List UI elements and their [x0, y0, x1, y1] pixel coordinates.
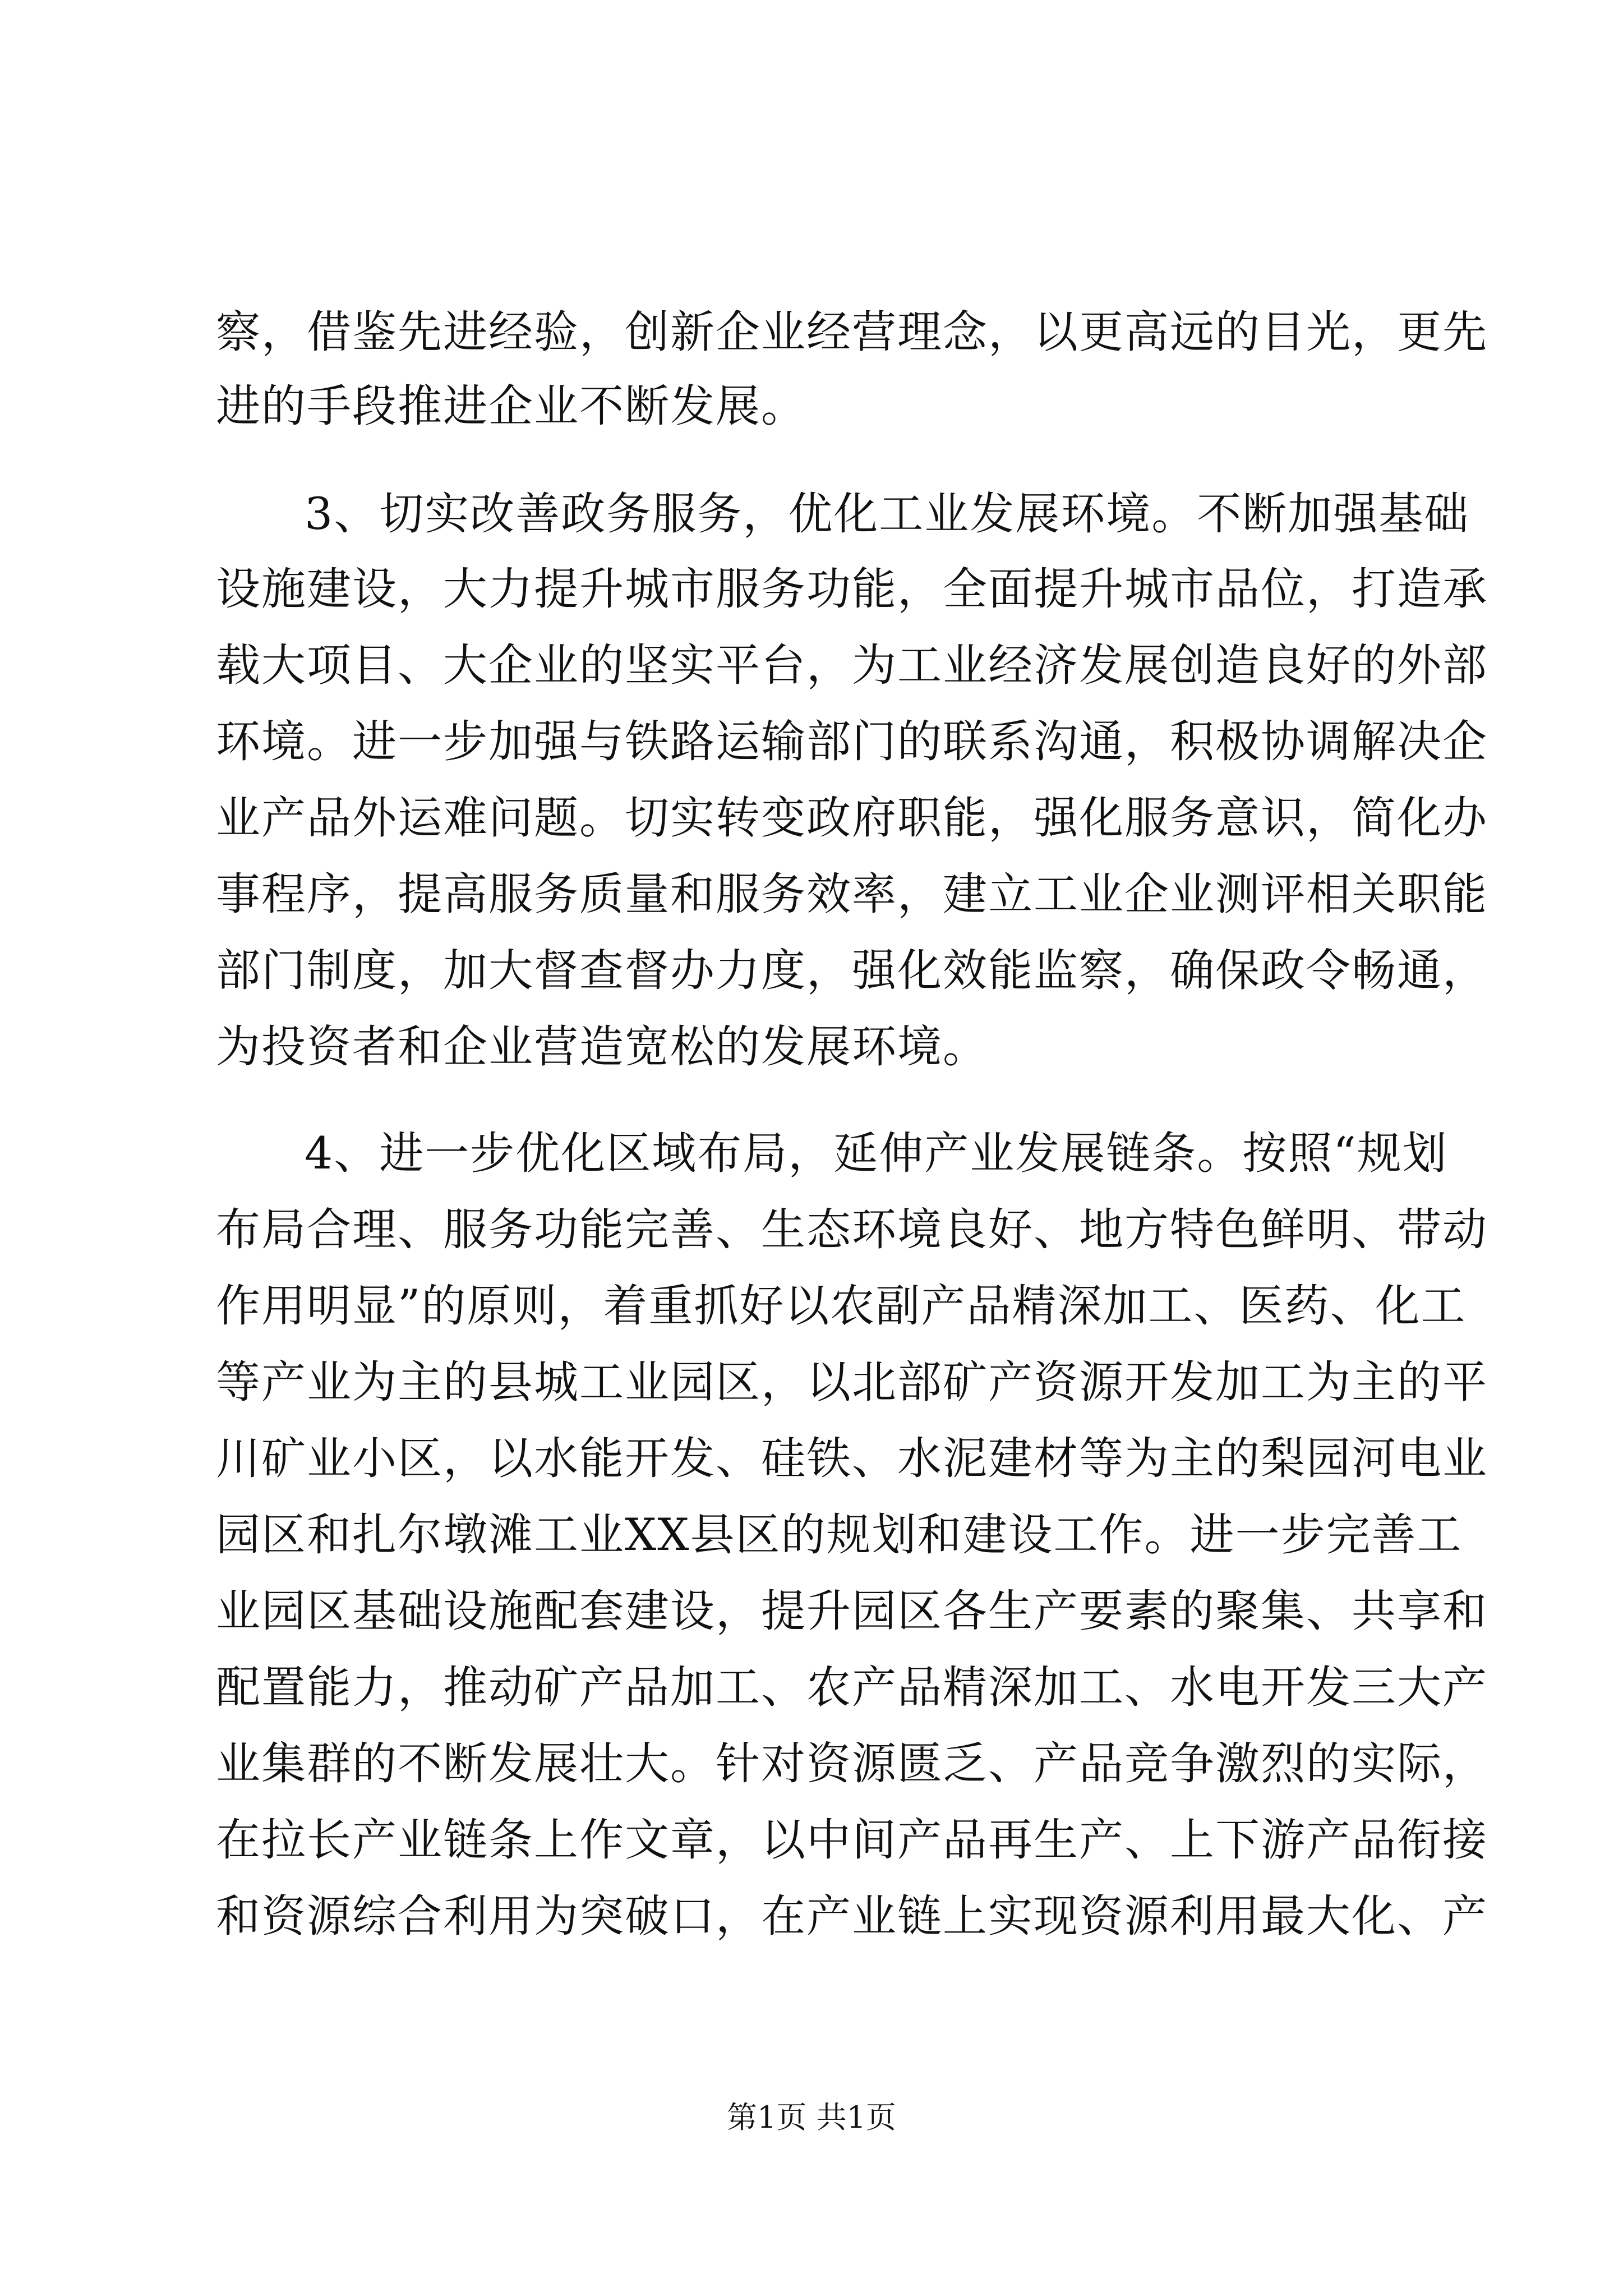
- text-line: 园区和扎尔墩滩工业XX县区的规划和建设工作。进一步完善工: [216, 1509, 1463, 1561]
- text-line: 载大项目、大企业的坚实平台，为工业经济发展创造良好的外部: [216, 639, 1488, 691]
- text-line: 进的手段推进企业不断发展。: [216, 380, 806, 432]
- text-line: 业集群的不断发展壮大。针对资源匮乏、产品竞争激烈的实际，: [216, 1738, 1488, 1789]
- text-line: 川矿业小区，以水能开发、硅铁、水泥建材等为主的梨园河电业: [216, 1433, 1488, 1484]
- text-line: 业产品外运难问题。切实转变政府职能，强化服务意识，简化办: [216, 792, 1488, 844]
- text-line: 布局合理、服务功能完善、生态环境良好、地方特色鲜明、带动: [216, 1204, 1488, 1255]
- page-number-footer: 第1页 共1页: [727, 2100, 896, 2135]
- text-line: 设施建设，大力提升城市服务功能，全面提升城市品位，打造承: [216, 563, 1488, 615]
- text-line: 事程序，提高服务质量和服务效率，建立工业企业测评相关职能: [216, 868, 1488, 920]
- text-line: 等产业为主的县城工业园区，以北部矿产资源开发加工为主的平: [216, 1356, 1488, 1408]
- text-line: 作用明显”的原则，着重抓好以农副产品精深加工、医药、化工: [216, 1280, 1467, 1332]
- text-line: 业园区基础设施配套建设，提升园区各生产要素的聚集、共享和: [216, 1585, 1488, 1637]
- text-line: 为投资者和企业营造宽松的发展环境。: [216, 1021, 988, 1073]
- text-line: 部门制度，加大督查督办力度，强化效能监察，确保政令畅通，: [216, 945, 1488, 996]
- text-line: 和资源综合利用为突破口，在产业链上实现资源利用最大化、产: [216, 1890, 1488, 1942]
- paragraph-start-line: 3、切实改善政务服务，优化工业发展环境。不断加强基础: [305, 488, 1470, 540]
- text-line: 在拉长产业链条上作文章，以中间产品再生产、上下游产品衔接: [216, 1814, 1488, 1866]
- text-line: 配置能力，推动矿产品加工、农产品精深加工、水电开发三大产: [216, 1662, 1488, 1713]
- text-line: 察，借鉴先进经验，创新企业经营理念，以更高远的目光，更先: [216, 306, 1488, 358]
- text-line: 环境。进一步加强与铁路运输部门的联系沟通，积极协调解决企: [216, 716, 1488, 767]
- paragraph-start-line: 4、进一步优化区域布局，延伸产业发展链条。按照“规划: [305, 1128, 1448, 1179]
